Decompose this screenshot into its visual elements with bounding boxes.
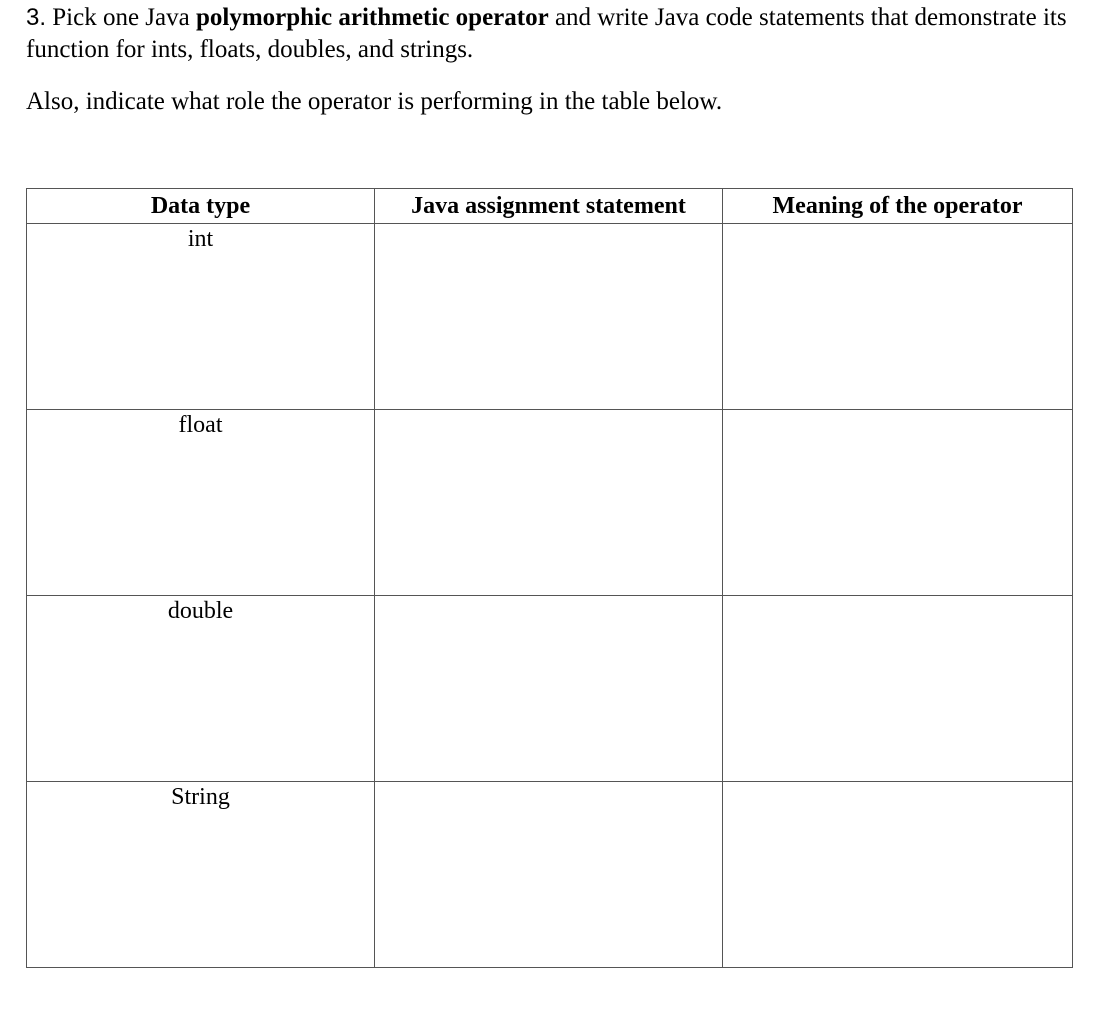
table-row	[27, 596, 1073, 782]
statement-cell[interactable]	[375, 782, 723, 968]
data-type-cell: double	[27, 596, 375, 782]
table-row	[27, 782, 1073, 968]
question-bold-phrase: polymorphic arithmetic operator	[195, 4, 549, 31]
question-text	[26, 2, 1086, 66]
table-row	[27, 224, 1073, 410]
header-meaning-of-operator: Meaning of the operator	[723, 189, 1073, 224]
meaning-cell[interactable]	[723, 224, 1073, 410]
answer-table	[26, 188, 1073, 968]
header-data-type: Data type	[27, 189, 375, 224]
instruction-text: Also, indicate what role the operator is performing in the table below.	[26, 88, 723, 115]
statement-cell[interactable]	[375, 596, 723, 782]
header-java-assignment-statement: Java assignment statement	[375, 189, 723, 224]
question-number: 3.	[26, 4, 47, 31]
table-row	[27, 410, 1073, 596]
statement-cell[interactable]	[375, 224, 723, 410]
data-type-cell: int	[27, 224, 375, 410]
question-text-after: and write Java code statements that demonstrate its function for ints, floats, doubles, and strings.	[26, 4, 1067, 63]
meaning-cell[interactable]	[723, 410, 1073, 596]
data-type-cell: String	[27, 782, 375, 968]
question-text-before: Pick one Java	[46, 4, 196, 31]
data-type-cell: float	[27, 410, 375, 596]
meaning-cell[interactable]	[723, 596, 1073, 782]
table-header-row	[27, 189, 1073, 224]
meaning-cell[interactable]	[723, 782, 1073, 968]
statement-cell[interactable]	[375, 410, 723, 596]
